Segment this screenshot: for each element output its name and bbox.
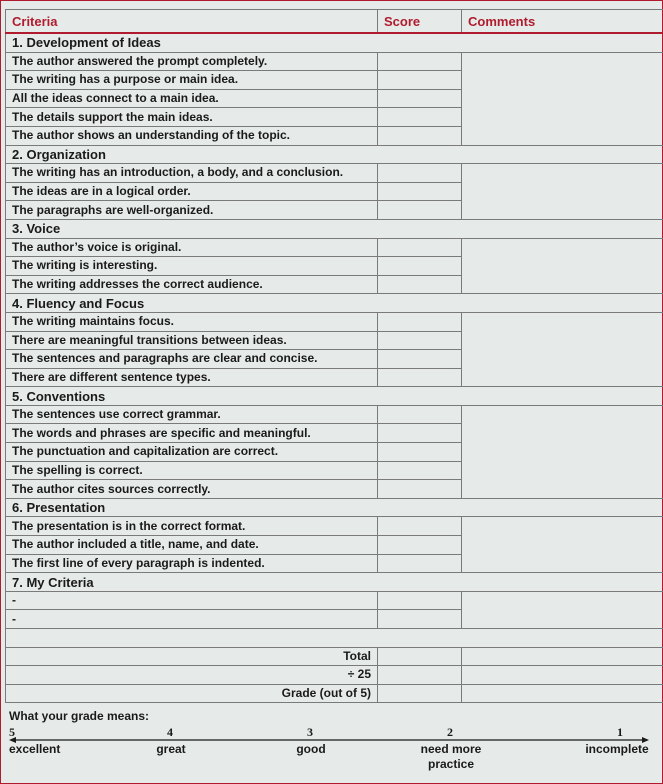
rubric-table <box>5 9 663 703</box>
criterion-text: The sentences and paragraphs are clear and concise. <box>6 350 378 369</box>
score-cell[interactable] <box>378 126 462 145</box>
score-cell[interactable] <box>378 331 462 350</box>
score-cell[interactable] <box>378 89 462 108</box>
score-cell[interactable] <box>378 238 462 257</box>
criterion-row <box>6 52 663 71</box>
criterion-row <box>6 238 663 257</box>
criterion-text: - <box>6 591 378 610</box>
legend-number: 1 <box>617 725 623 739</box>
criterion-text: The writing has a purpose or main idea. <box>6 71 378 90</box>
divide-label: ÷ 25 <box>6 666 378 685</box>
score-cell[interactable] <box>378 350 462 369</box>
comments-cell[interactable] <box>462 591 663 628</box>
header-row <box>6 10 663 34</box>
grade-label: Grade (out of 5) <box>6 684 378 703</box>
criterion-text: The details support the main ideas. <box>6 108 378 127</box>
section-title: 6. Presentation <box>6 498 663 517</box>
total-row <box>6 647 663 666</box>
grade-score-cell[interactable] <box>378 684 462 703</box>
section-row <box>6 219 663 238</box>
comments-cell[interactable] <box>462 312 663 386</box>
score-cell[interactable] <box>378 201 462 220</box>
legend-label: need more practice <box>420 742 482 771</box>
criterion-text: The writing is interesting. <box>6 257 378 276</box>
score-cell[interactable] <box>378 424 462 443</box>
criterion-text: The author shows an understanding of the topic. <box>6 126 378 145</box>
criterion-text: The writing has an introduction, a body, and a conclusion. <box>6 164 378 183</box>
grade-legend <box>9 709 659 779</box>
criterion-text: The ideas are in a logical order. <box>6 182 378 201</box>
criterion-text: The writing maintains focus. <box>6 312 378 331</box>
criterion-text: The writing addresses the correct audience. <box>6 275 378 294</box>
criterion-row <box>6 517 663 536</box>
score-cell[interactable] <box>378 517 462 536</box>
rubric-body <box>6 33 663 629</box>
total-comment-cell <box>462 647 663 666</box>
criterion-text: The spelling is correct. <box>6 461 378 480</box>
score-cell[interactable] <box>378 312 462 331</box>
score-cell[interactable] <box>378 257 462 276</box>
criterion-text: The author answered the prompt completely. <box>6 52 378 71</box>
criterion-row <box>6 591 663 610</box>
criteria-header: Criteria <box>6 10 378 34</box>
criterion-text: There are different sentence types. <box>6 368 378 387</box>
section-title: 1. Development of Ideas <box>6 33 663 52</box>
comments-cell[interactable] <box>462 517 663 573</box>
rubric-footer <box>6 629 663 703</box>
score-cell[interactable] <box>378 368 462 387</box>
legend-label: good <box>296 742 326 756</box>
section-row <box>6 33 663 52</box>
divide-comment-cell <box>462 666 663 685</box>
score-cell[interactable] <box>378 405 462 424</box>
score-cell[interactable] <box>378 164 462 183</box>
score-cell[interactable] <box>378 443 462 462</box>
comments-cell[interactable] <box>462 52 663 145</box>
score-cell[interactable] <box>378 275 462 294</box>
criterion-text: All the ideas connect to a main idea. <box>6 89 378 108</box>
blank-cell <box>6 629 663 648</box>
score-cell[interactable] <box>378 52 462 71</box>
total-score-cell[interactable] <box>378 647 462 666</box>
section-title: 3. Voice <box>6 219 663 238</box>
divide-score-cell[interactable] <box>378 666 462 685</box>
legend-title: What your grade means: <box>9 709 150 723</box>
legend-label: great <box>156 742 186 756</box>
legend-number: 2 <box>447 725 453 739</box>
score-cell[interactable] <box>378 610 462 629</box>
score-cell[interactable] <box>378 480 462 499</box>
criterion-text: The author cites sources correctly. <box>6 480 378 499</box>
criterion-text: The paragraphs are well-organized. <box>6 201 378 220</box>
score-cell[interactable] <box>378 554 462 573</box>
section-row <box>6 498 663 517</box>
legend-number: 4 <box>167 725 173 739</box>
section-row <box>6 573 663 592</box>
criterion-text: The words and phrases are specific and meaningful. <box>6 424 378 443</box>
criterion-text: There are meaningful transitions between ideas. <box>6 331 378 350</box>
comments-header: Comments <box>462 10 663 34</box>
criterion-text: - <box>6 610 378 629</box>
grade-comment-cell <box>462 684 663 703</box>
criterion-row <box>6 164 663 183</box>
section-row <box>6 294 663 313</box>
score-cell[interactable] <box>378 182 462 201</box>
section-row <box>6 387 663 406</box>
score-cell[interactable] <box>378 71 462 90</box>
criterion-text: The author’s voice is original. <box>6 238 378 257</box>
score-header: Score <box>378 10 462 34</box>
total-label: Total <box>6 647 378 666</box>
score-cell[interactable] <box>378 108 462 127</box>
section-title: 7. My Criteria <box>6 573 663 592</box>
score-cell[interactable] <box>378 461 462 480</box>
comments-cell[interactable] <box>462 164 663 220</box>
criterion-text: The presentation is in the correct format. <box>6 517 378 536</box>
criterion-text: The sentences use correct grammar. <box>6 405 378 424</box>
legend-number: 5 <box>9 725 15 739</box>
comments-cell[interactable] <box>462 405 663 498</box>
divide-row <box>6 666 663 685</box>
blank-row <box>6 629 663 648</box>
legend-label: incomplete <box>585 742 649 756</box>
section-title: 4. Fluency and Focus <box>6 294 663 313</box>
comments-cell[interactable] <box>462 238 663 294</box>
section-title: 5. Conventions <box>6 387 663 406</box>
legend-number: 3 <box>307 725 313 739</box>
score-cell[interactable] <box>378 536 462 555</box>
criterion-text: The punctuation and capitalization are correct. <box>6 443 378 462</box>
criterion-text: The first line of every paragraph is indented. <box>6 554 378 573</box>
section-row <box>6 145 663 164</box>
score-cell[interactable] <box>378 591 462 610</box>
criterion-text: The author included a title, name, and date. <box>6 536 378 555</box>
criterion-row <box>6 405 663 424</box>
legend-label: excellent <box>9 742 61 756</box>
section-title: 2. Organization <box>6 145 663 164</box>
criterion-row <box>6 312 663 331</box>
grade-row <box>6 684 663 703</box>
